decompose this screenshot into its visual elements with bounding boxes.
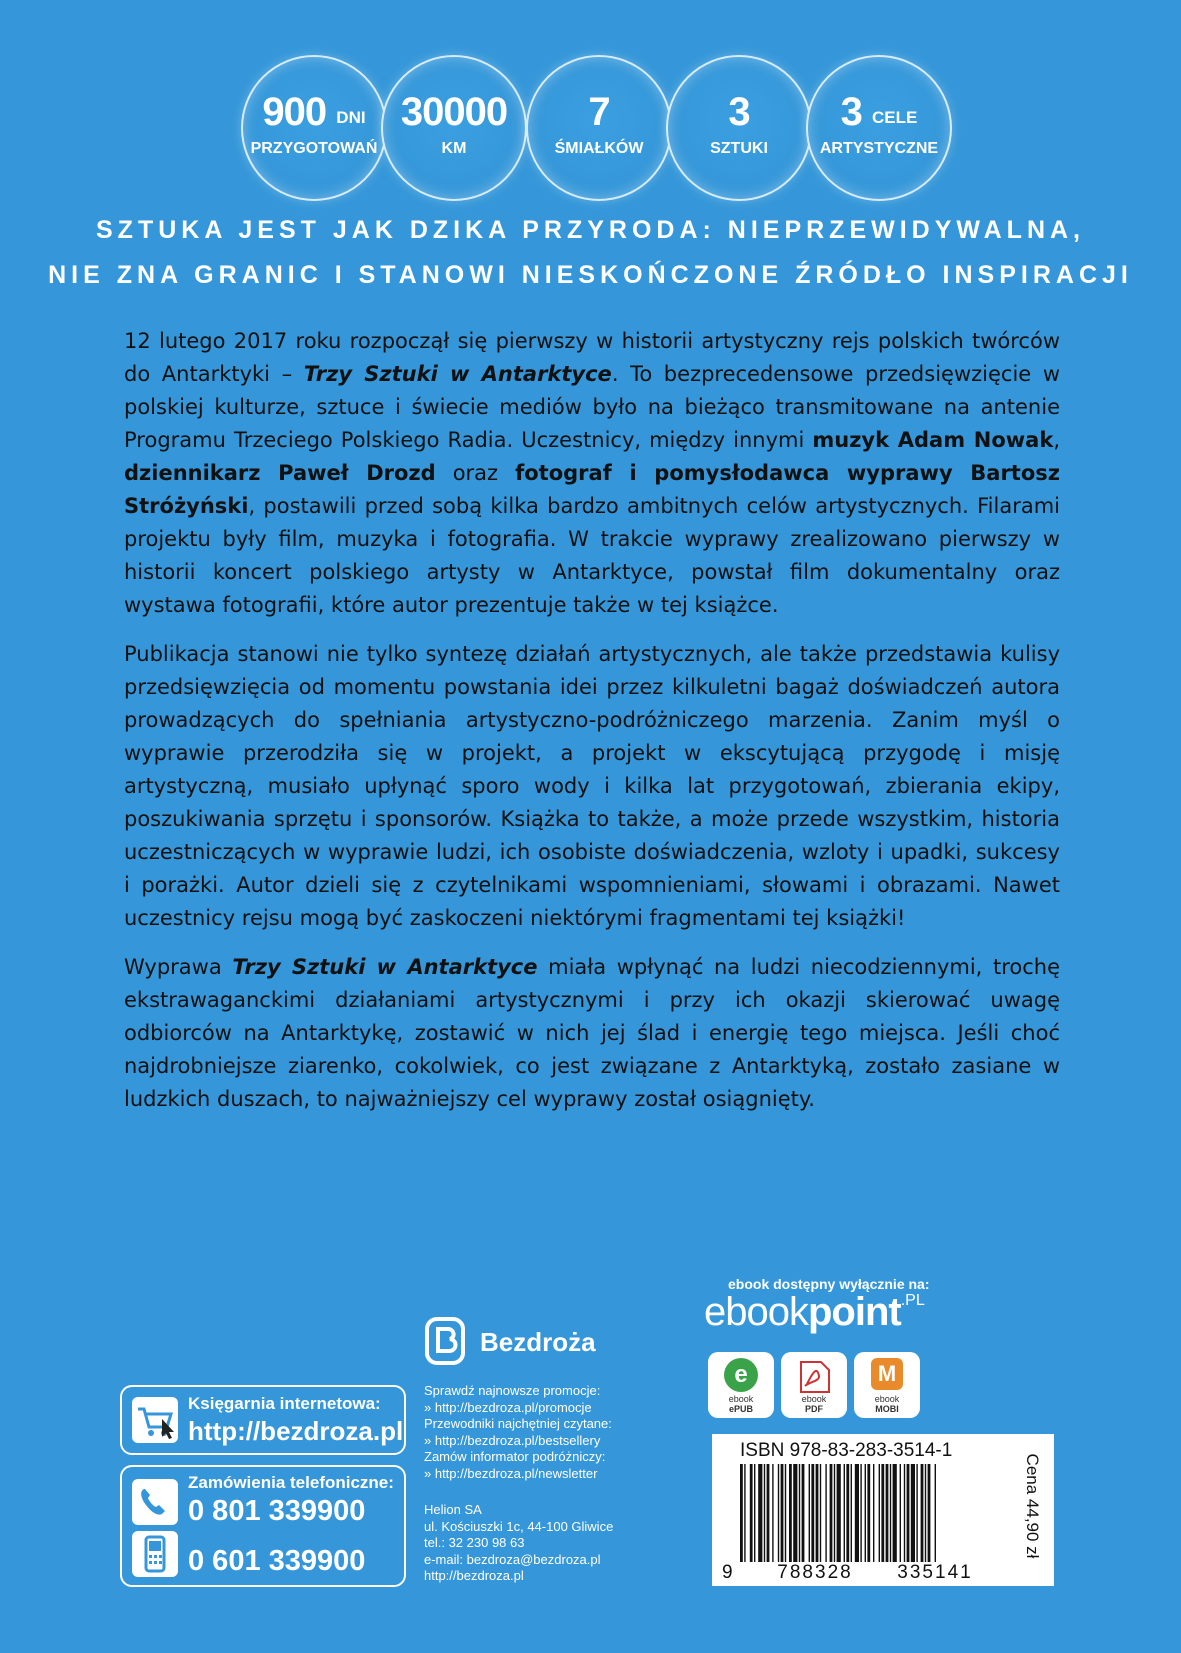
promo-links <box>424 1383 612 1482</box>
stat-label: KM <box>441 140 467 157</box>
format-pdf-icon[interactable]: ebook PDF <box>781 1352 847 1418</box>
paragraph-3: Wyprawa Trzy Sztuki w Antarktyce miała wpłynąć na ludzi niecodziennymi, trochę ekstrawaganckimi działaniami artystycznymi i przy ich okazji skierować uwagę odbiorców na Antarktykę, zostawić w nich jej ślad i energię tego miejsca. Jeśli choć najdrobniejsze ziarenko, cokolwiek, co jest związane z Antarktyką, zostało zasiane w ludzkich duszach, to najważniejszy cel wyprawy został osiągnięty. <box>124 955 1061 1111</box>
publisher-email[interactable]: e-mail: bezdroza@bezdroza.pl <box>424 1551 601 1567</box>
shop-box[interactable] <box>120 1385 406 1455</box>
stat-label: SZTUKI <box>710 140 768 157</box>
stat-circle-people <box>526 55 672 201</box>
stat-label: ARTYSTYCZNE <box>819 140 939 157</box>
bezdroza-logo <box>424 1313 624 1369</box>
stat-number: 7 <box>588 90 610 134</box>
format-mobi-icon[interactable]: M ebook MOBI <box>854 1352 920 1418</box>
cart-icon <box>132 1397 178 1443</box>
stat-circle-km <box>381 55 527 201</box>
quote-line-2: NIE ZNA GRANIC I STANOWI NIESKOŃCZONE ŹRÓDŁO INSPIRACJI <box>48 261 1133 289</box>
publisher-address <box>424 1502 613 1585</box>
phone-number-2[interactable]: 0 601 339900 <box>188 1545 366 1577</box>
barcode-digit-first: 9 <box>722 1562 733 1583</box>
quote-line-1: SZTUKA JEST JAK DZIKA PRZYRODA: NIEPRZEWIDYWALNA, <box>96 216 1085 244</box>
bestseller-heading: Przewodniki najchętniej czytane: <box>424 1416 612 1431</box>
publisher-street: ul. Kościuszki 1c, 44-100 Gliwice <box>424 1518 614 1534</box>
barcode-box <box>712 1434 1054 1586</box>
bestseller-link[interactable]: » http://bezdroza.pl/bestsellery <box>424 1432 601 1448</box>
newsletter-link[interactable]: » http://bezdroza.pl/newsletter <box>424 1465 598 1481</box>
mobile-icon <box>132 1531 178 1577</box>
stat-label: PRZYGOTOWAŃ <box>250 140 378 157</box>
phone-number-1[interactable]: 0 801 339900 <box>188 1495 366 1527</box>
publisher-tel: tel.: 32 230 98 63 <box>424 1535 525 1550</box>
promo-link[interactable]: » http://bezdroza.pl/promocje <box>424 1399 592 1415</box>
ebookpoint-logo: ebookpoint$^{.PL}$ <box>704 1290 925 1334</box>
stat-number: 3 <box>840 90 862 134</box>
barcode-digits-left: 788328 <box>777 1562 853 1583</box>
newsletter-heading: Zamów informator podróżniczy: <box>424 1449 606 1464</box>
barcode-bars <box>740 1464 998 1562</box>
format-epub-icon[interactable]: e ebook ePUB <box>708 1352 774 1418</box>
shop-url[interactable]: http://bezdroza.pl <box>188 1416 404 1446</box>
ebook-caption: ebook dostępny wyłącznie na: <box>728 1276 930 1292</box>
stat-circle-days <box>241 55 387 201</box>
phone-box <box>120 1465 406 1587</box>
publisher-url[interactable]: http://bezdroza.pl <box>424 1568 524 1583</box>
stat-unit: DNI <box>336 108 366 127</box>
stat-circle-arts <box>666 55 812 201</box>
stat-unit: CELE <box>872 108 918 127</box>
stat-number: 3 <box>728 90 750 134</box>
paragraph-2: Publikacja stanowi nie tylko syntezę działań artystycznych, ale także przedstawia kulisy przedsięwzięcia od momentu powstania idei przez kilkuletni bagaż doświadczeń autora prowadzących do spełniania artystyczno-podróżniczego marzenia. Zanim myśl o wyprawie przerodziła się w projekt, a projekt w ekscytującą przygodę i misję artystyczną, musiało upłynąć sporo wody i kilka lat przygotowań, zbierania ekipy, poszukiwania sprzętu i sponsorów. Książka to także, a może przede wszystkim, historia uczestniczących w wyprawie ludzi, ich osobiste doświadczenia, wzloty i upadki, sukcesy i porażki. Autor dzieli się z czytelnikami wspomnieniami, słowami i obrazami. Nawet uczestnicy rejsu mogą być zaskoczeni niektórymi fragmentami tej książki! <box>124 642 1060 930</box>
phone-icon <box>132 1479 178 1525</box>
stat-number: 30000 <box>400 90 508 134</box>
paragraph-1: 12 lutego 2017 roku rozpoczął się pierwszy w historii artystyczny rejs polskich twórców do Antarktyki – Trzy Sztuki w Antarktyce. To bezprecedensowe przedsięwzięcie w polskiej kulturze, sztuce i świecie mediów było na bieżąco transmitowane na antenie Programu Trzeciego Polskiego Radia. Uczestnicy, między innymi muzyk Adam Nowak, dziennikarz Paweł Drozd oraz fotograf i pomysłodawca wyprawy Bartosz Stróżyński, postawili przed sobą kilka bardzo ambitnych celów artystycznych. Filarami projektu były film, muzyka i fotografia. W trakcie wyprawy zrealizowano pierwszy w historii koncert polskiego artysty w Antarktyce, powstał film dokumentalny oraz wystawa fotografii, które autor prezentuje także w tej książce. <box>124 329 1060 617</box>
shop-label: Księgarnia internetowa: <box>188 1394 381 1413</box>
publisher-name: Bezdroża <box>480 1327 596 1357</box>
isbn-text: ISBN 978-83-283-3514-1 <box>740 1440 953 1461</box>
price-label: Cena 44,90 zł <box>1023 1453 1042 1559</box>
phone-label: Zamówienia telefoniczne: <box>188 1473 394 1492</box>
bezdroza-logo-icon <box>424 1313 468 1369</box>
publisher-company: Helion SA <box>424 1502 482 1517</box>
body-text <box>124 325 1060 1132</box>
promo-heading: Sprawdź najnowsze promocje: <box>424 1383 601 1398</box>
stat-label: ŚMIAŁKÓW <box>554 140 644 157</box>
stat-circle-goals <box>806 55 952 201</box>
stat-number: 900 <box>262 90 327 134</box>
barcode-digits-right: 335141 <box>897 1562 973 1583</box>
